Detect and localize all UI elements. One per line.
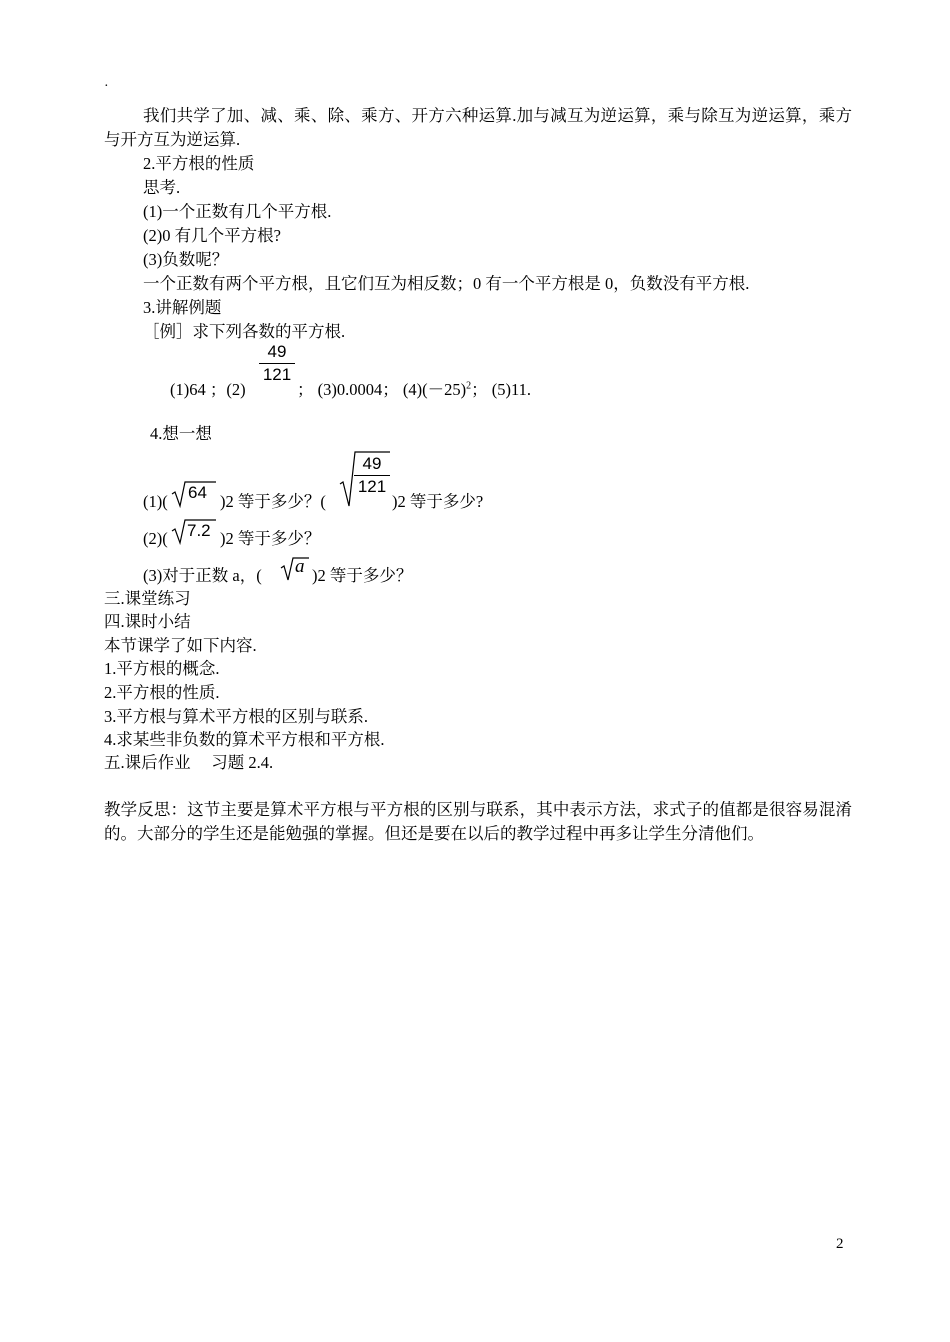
- example-part-1: (1)64 ；(2): [170, 380, 246, 399]
- intro-paragraph: 我们共学了加、减、乘、除、乘方、开方六种运算.加与减互为逆运算，乘与除互为逆运算，乘方与开方互为逆运算.: [104, 106, 852, 149]
- think-3-post: )2 等于多少？: [312, 566, 413, 585]
- section-summary: 四.课时小结: [104, 612, 191, 631]
- summary-item: 3.平方根与算术平方根的区别与联系.: [104, 707, 368, 726]
- think-3-pre: (3)对于正数 a，(: [143, 566, 262, 585]
- sqrt-fraction-denominator: 121: [357, 477, 387, 496]
- summary-item: 1.平方根的概念.: [104, 659, 220, 678]
- section-2-title: 2.平方根的性质: [143, 154, 255, 173]
- sqrt-fraction-numerator: 49: [354, 454, 390, 476]
- question-3: (3)负数呢？: [143, 250, 229, 269]
- sqrt-radicand-a: a: [295, 556, 305, 577]
- reflection-paragraph: 教学反思：这节主要是算术平方根与平方根的区别与联系，其中表示方法，求式子的值都是很容易混淆的。大部分的学生还是能勉强的掌握。但还是要在以后的教学过程中再多让学生分清他们。: [104, 800, 852, 843]
- page-number: 2: [836, 1236, 844, 1252]
- think-1-mid: )2 等于多少？(: [220, 492, 326, 511]
- think-2-post: )2 等于多少？: [220, 529, 321, 548]
- summary-intro: 本节课学了如下内容.: [104, 636, 257, 655]
- example-fraction-denominator: 121: [262, 365, 292, 384]
- question-2: (2)0 有几个平方根?: [143, 226, 281, 245]
- example-exponent: 2: [466, 380, 472, 392]
- header-mark: ·: [104, 79, 109, 94]
- section-3-title: 3.讲解例题: [143, 298, 222, 317]
- think-1-post: )2 等于多少?: [392, 492, 484, 511]
- summary-item: 4.求某些非负数的算术平方根和平方根.: [104, 730, 385, 749]
- section-4-title: 4.想一想: [150, 424, 212, 443]
- think-1-pre: (1)(: [143, 492, 168, 511]
- answer-text: 一个正数有两个平方根，且它们互为相反数；0 有一个平方根是 0，负数没有平方根.: [143, 274, 750, 293]
- example-part-2-text: ； (3)0.0004； (4)(－25): [297, 380, 467, 399]
- example-fraction-numerator: 49: [259, 342, 295, 364]
- example-part-2: [297, 378, 531, 402]
- homework-line: 五.课后作业 习题 2.4.: [104, 753, 274, 772]
- example-fraction: [259, 342, 295, 385]
- example-title: ［例］求下列各数的平方根.: [143, 322, 346, 341]
- think-label: 思考.: [143, 178, 181, 197]
- sqrt-radicand-7-2: 7.2: [187, 521, 211, 540]
- think-2-pre: (2)(: [143, 529, 168, 548]
- question-1: (1)一个正数有几个平方根.: [143, 202, 332, 221]
- sqrt-fraction: [354, 454, 390, 497]
- example-part-3: ； (5)11.: [471, 380, 531, 399]
- summary-item: 2.平方根的性质.: [104, 683, 220, 702]
- sqrt-radicand-64: 64: [188, 483, 207, 502]
- section-practice: 三.课堂练习: [104, 589, 191, 608]
